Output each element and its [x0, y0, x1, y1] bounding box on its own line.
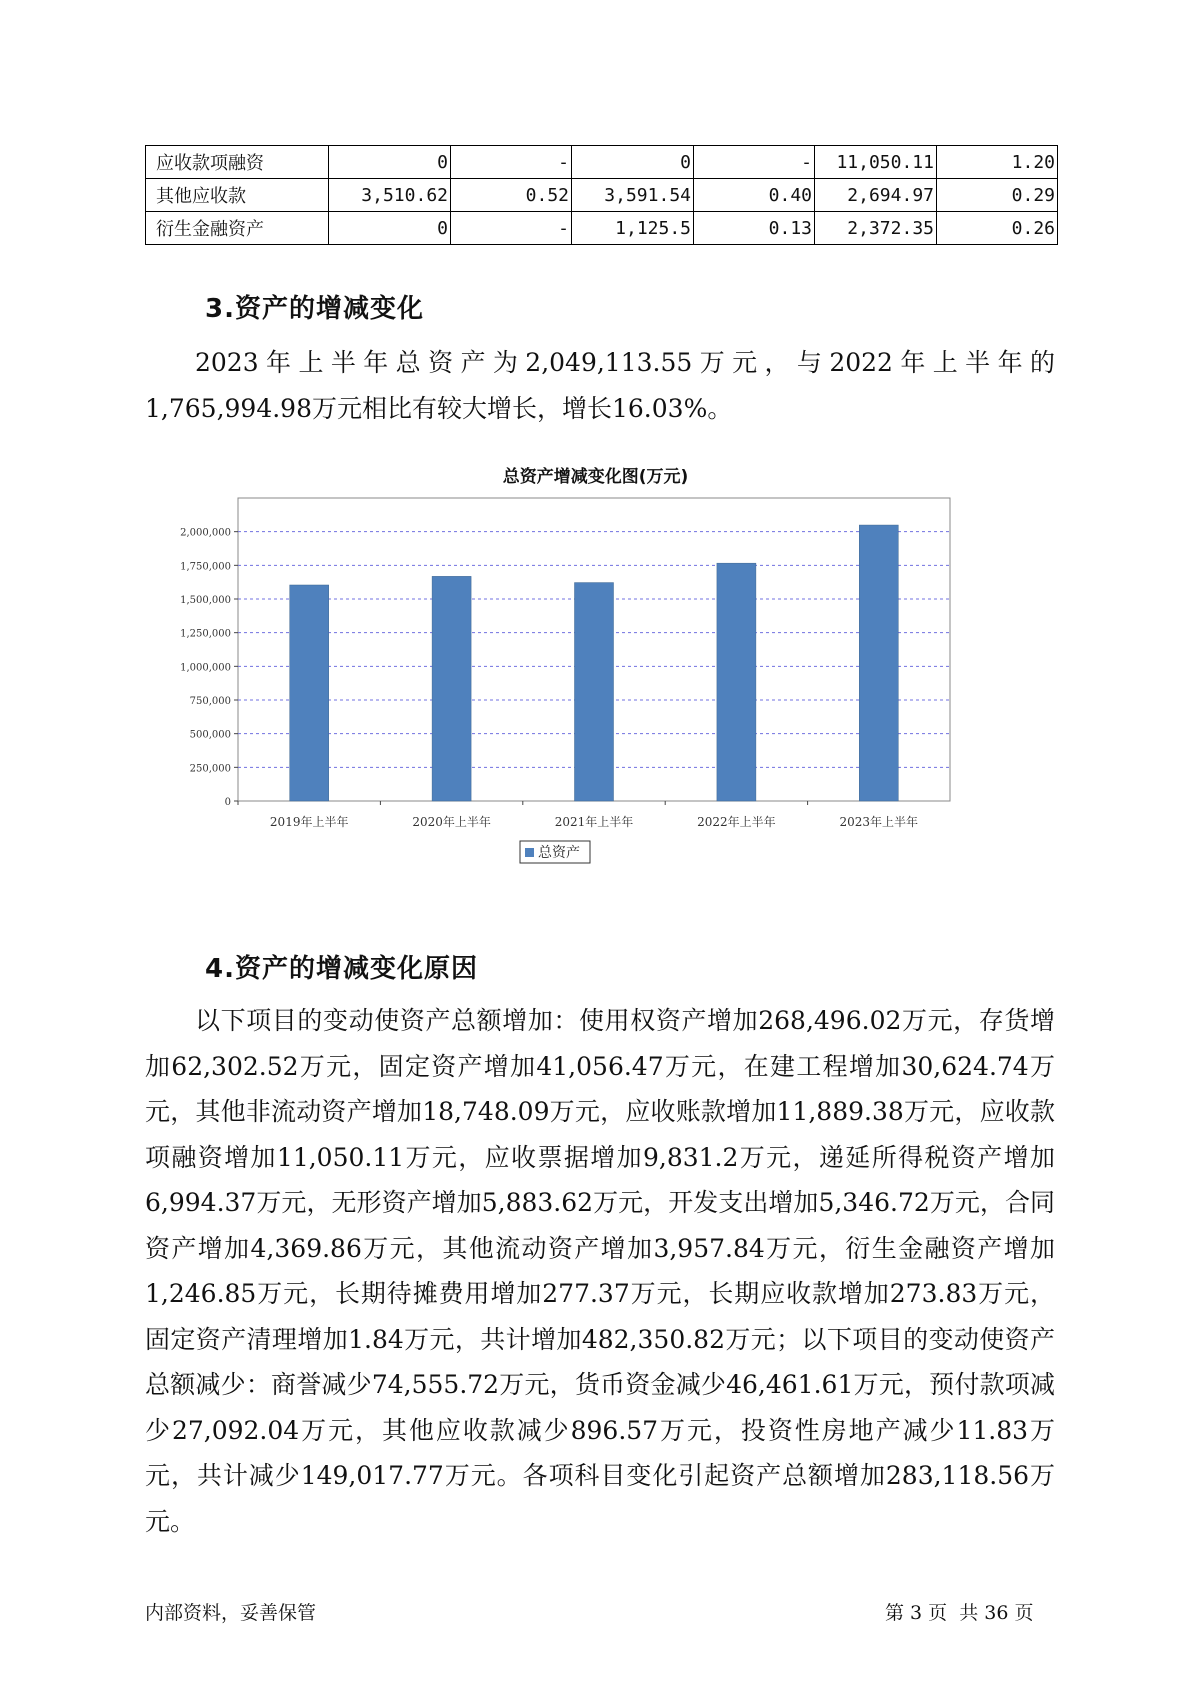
y-tick-label: 500,000 [189, 729, 231, 741]
table-cell: 2,372.35 [815, 212, 937, 245]
footer-page-number: 第 3 页 共 36 页 [885, 1602, 1034, 1624]
table-cell: - [451, 146, 572, 179]
table-cell: 3,591.54 [572, 179, 694, 212]
x-tick-label: 2021年上半年 [554, 815, 634, 829]
table-cell: 11,050.11 [815, 146, 937, 179]
chart-title: 总资产增减变化图(万元) [502, 467, 689, 487]
x-tick-label: 2020年上半年 [412, 815, 491, 829]
bar-1 [290, 585, 329, 801]
table-cell: 1,125.5 [572, 212, 694, 245]
y-tick-label: 1,250,000 [180, 628, 231, 640]
table-row-label: 衍生金融资产 [146, 212, 329, 245]
table-cell: 0 [572, 146, 694, 179]
table-cell: 0.26 [937, 212, 1058, 245]
table-cell: 2,694.97 [815, 179, 937, 212]
table-row [146, 212, 1058, 245]
bar-3 [575, 583, 614, 801]
table-cell: 0.29 [937, 179, 1058, 212]
table-cell: - [451, 212, 572, 245]
x-tick-label: 2023年上半年 [839, 815, 919, 829]
bar-2 [432, 576, 471, 801]
table-cell: 0.40 [694, 179, 815, 212]
y-tick-label: 750,000 [189, 696, 231, 707]
total-assets-bar-chart [160, 490, 1030, 910]
section3-paragraph: 2023年上半年总资产为2,049,113.55万元，与2022年上半年的1,765,994.98万元相比有较大增长，增长16.03%。 [145, 348, 1055, 423]
section3-heading: 3.资产的增减变化 [205, 294, 424, 324]
y-tick-label: 1,750,000 [180, 561, 231, 573]
table-cell: 1.20 [937, 146, 1058, 179]
bar-4 [717, 563, 756, 801]
bar-5 [859, 525, 898, 801]
legend-label: 总资产 [538, 845, 580, 861]
table-cell: 0.13 [694, 212, 815, 245]
table-cell: 3,510.62 [329, 179, 451, 212]
table-row-label: 应收款项融资 [146, 146, 329, 179]
section4-paragraph: 以下项目的变动使资产总额增加：使用权资产增加268,496.02万元，存货增加62,302.52万元，固定资产增加41,056.47万元，在建工程增加30,624.74万元，其他非流动资产增加18,748.09万元，应收账款增加11,889.38万元，应收款项融资增加11,050.11万元，应收票据增加9,831.2万元，递延所得税资产增加6,994.37万元，无形资产增加5,883.62万元，开发支出增加5,346.72万元，合同资产增加4,369.86万元，其他流动资产增加3,957.84万元，衍生金融资产增加1,246.85万元，长期待摊费用增加277.37万元，长期应收款增加273.83万元，固定资产清理增加1.84万元，共计增加482,350.82万元；以下项目的变动使资产总额减少：商誉减少74,555.72万元，货币资金减少46,461.61万元，预付款项减少27,092.04万元，其他应收款减少896.57万元，投资性房地产减少11.83万元，共计减少149,017.77万元。各项科目变化引起资产总额增加283,118.56万元。 [145, 1006, 1055, 1536]
x-tick-label: 2022年上半年 [697, 815, 776, 829]
y-tick-label: 2,000,000 [180, 527, 231, 539]
table-cell: - [694, 146, 815, 179]
y-tick-label: 1,500,000 [180, 595, 231, 606]
y-tick-label: 250,000 [189, 763, 231, 775]
table-cell: 0 [329, 212, 451, 245]
legend-swatch [525, 848, 534, 857]
table-cell: 0 [329, 146, 451, 179]
section4-heading: 4.资产的增减变化原因 [205, 954, 478, 984]
table-row-label: 其他应收款 [146, 179, 329, 212]
asset-table [145, 145, 1058, 245]
table-row [146, 146, 1058, 179]
y-tick-label: 0 [224, 797, 231, 808]
table-row [146, 179, 1058, 212]
table-cell: 0.52 [451, 179, 572, 212]
x-tick-label: 2019年上半年 [269, 815, 349, 829]
y-tick-label: 1,000,000 [180, 662, 231, 674]
footer-confidential: 内部资料，妥善保管 [145, 1602, 317, 1624]
